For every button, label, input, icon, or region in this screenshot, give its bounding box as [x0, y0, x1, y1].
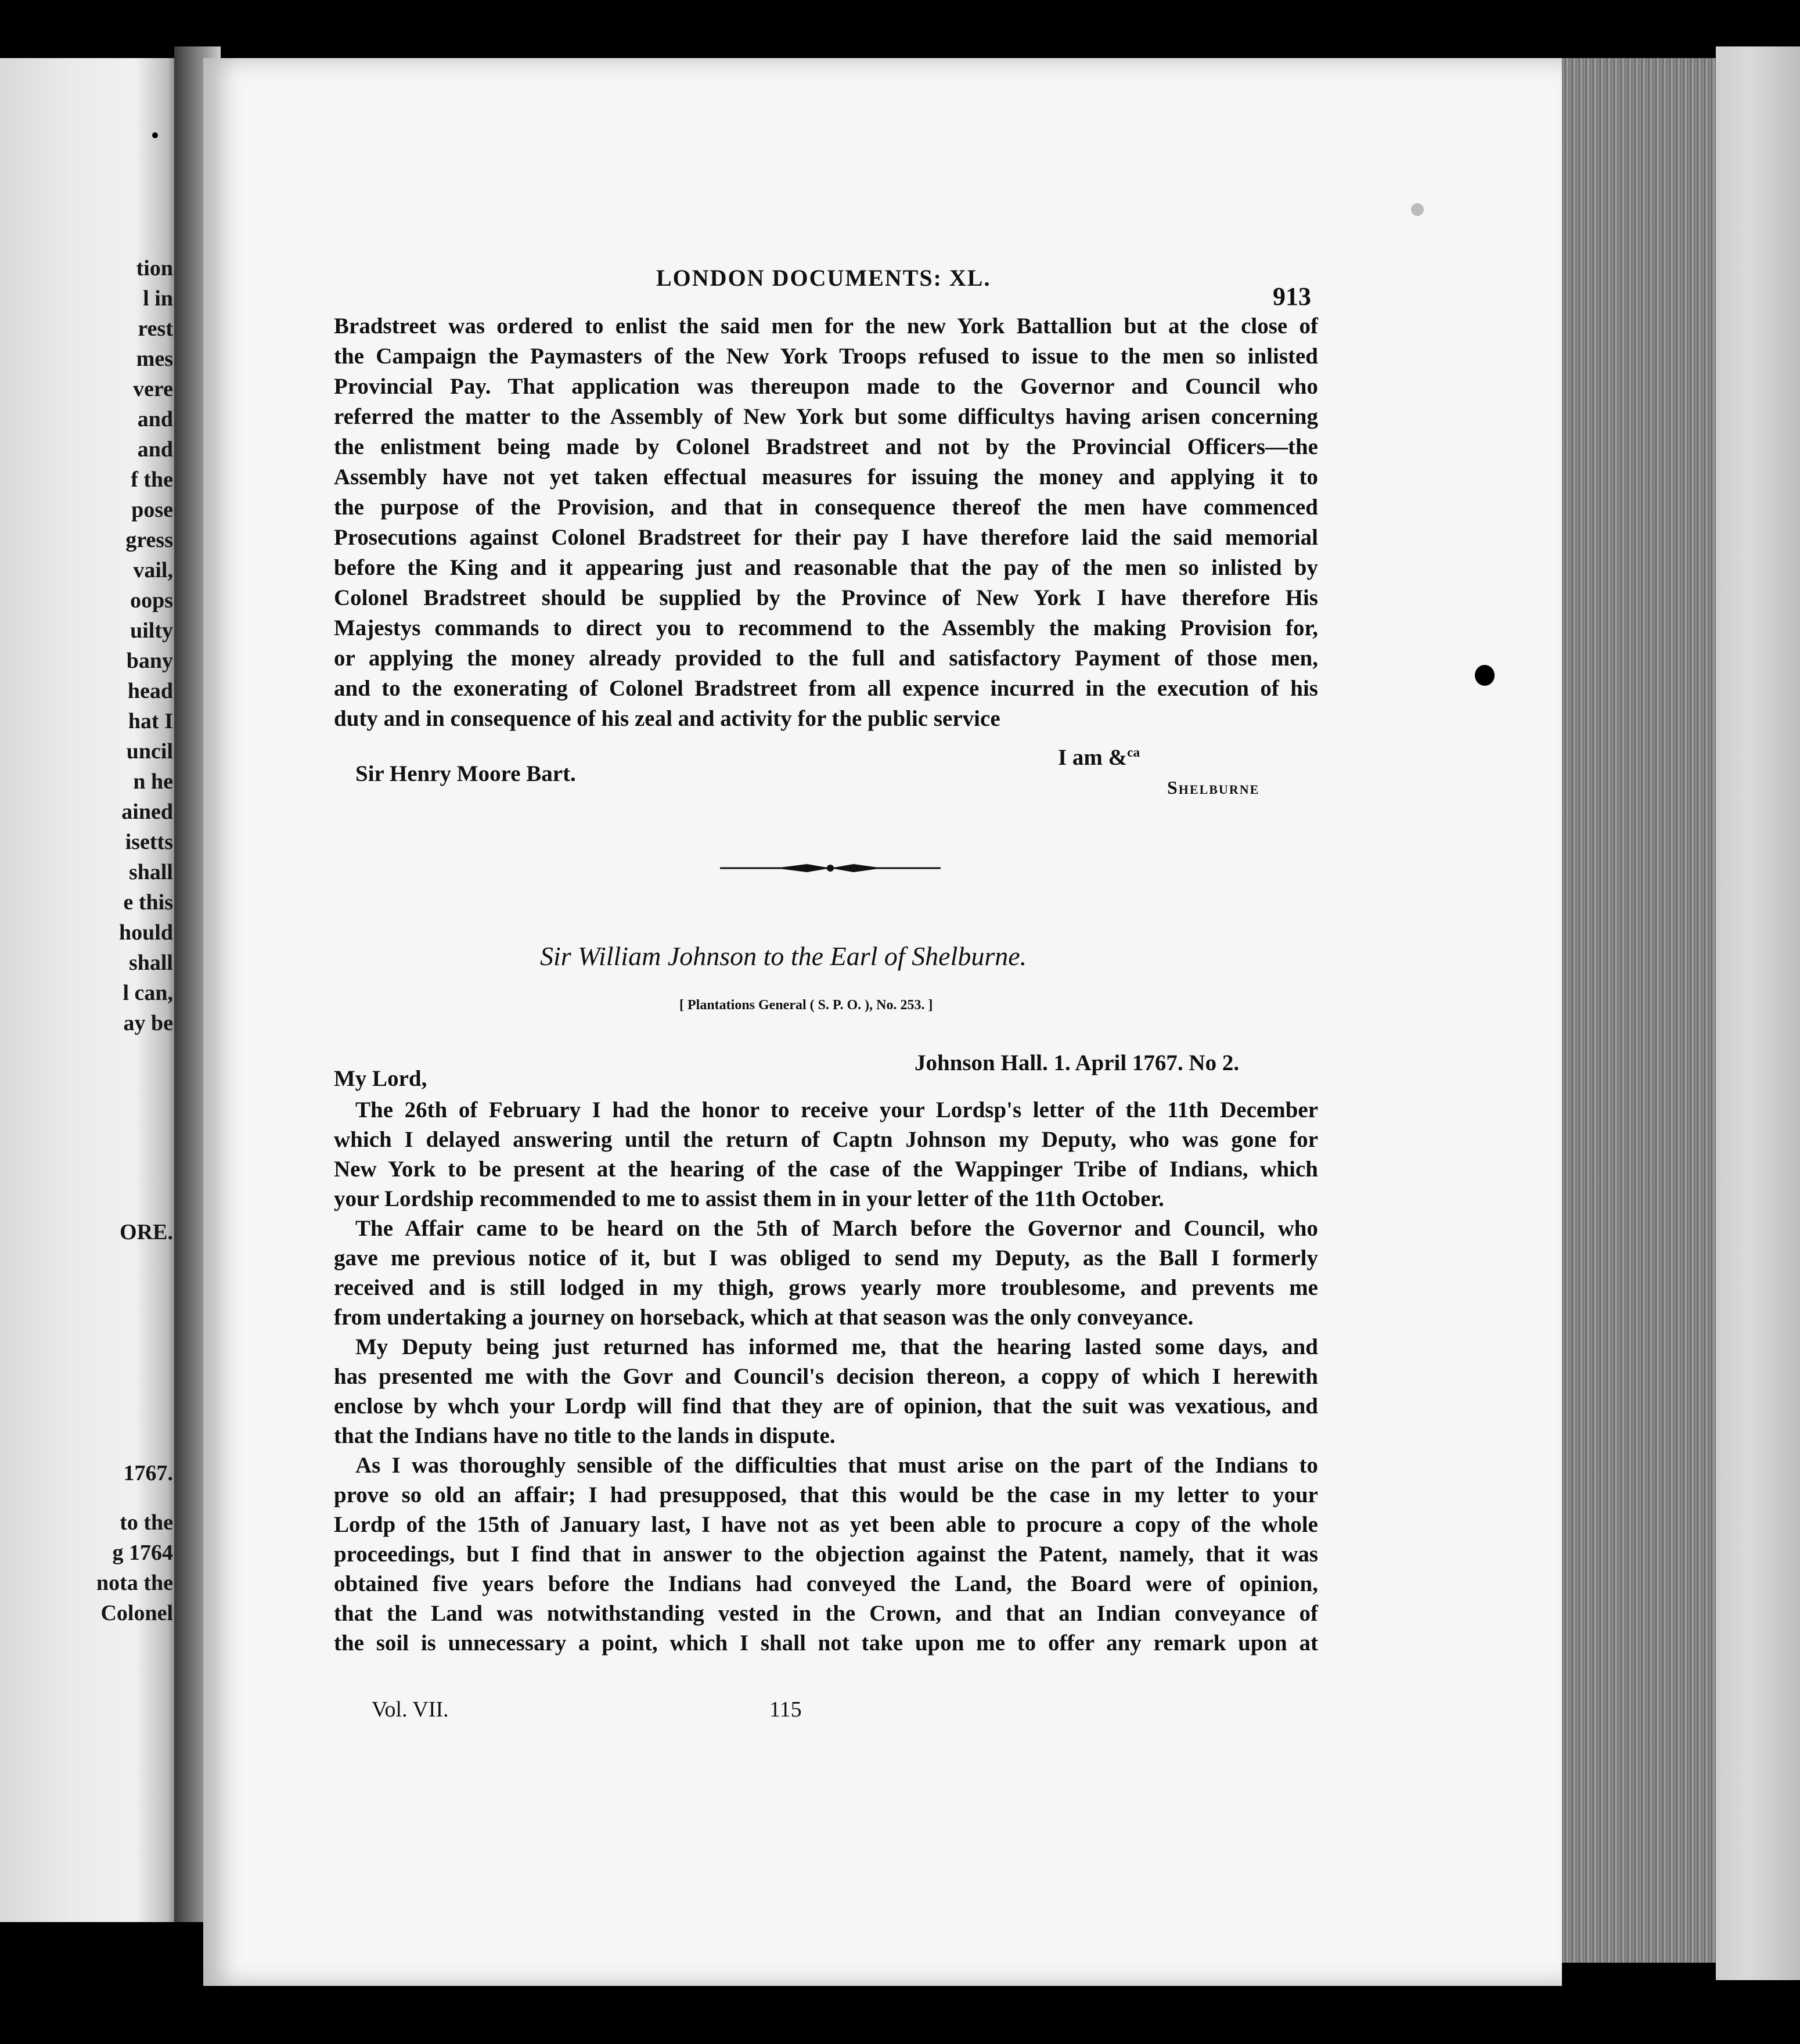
- right-margin-scan: [1716, 46, 1800, 1980]
- left-page-text-fragment: oops: [130, 588, 173, 613]
- left-page-text-fragment: hould: [119, 920, 173, 945]
- letter-body-line: The Affair came to be heard on the 5th of March before the Governor and Council, who: [355, 1216, 1318, 1241]
- letter-body-line: your Lordship recommended to me to assist them in in your letter of the 11th October.: [334, 1186, 1164, 1211]
- left-page-text-fragment: f the: [131, 467, 173, 492]
- left-page-text-fragment: and: [137, 407, 173, 431]
- letter-body-line: The 26th of February I had the honor to receive your Lordsp's letter of the 11th December: [355, 1097, 1318, 1122]
- source-citation: [ Plantations General ( S. P. O. ), No. 253. ]: [679, 998, 933, 1013]
- left-page-text-fragment: head: [127, 679, 173, 703]
- letter-body-line: has presented me with the Govr and Council's decision thereon, a coppy of which I herewith: [334, 1364, 1318, 1389]
- left-page-text-fragment: Colonel: [100, 1601, 173, 1625]
- volume-footer: Vol. VII.: [372, 1697, 449, 1722]
- left-page-text-fragment: shall: [128, 860, 173, 884]
- letter-body-line: Assembly have not yet taken effectual measures for issuing the money and applying it to: [334, 465, 1318, 490]
- letter-body-line: Prosecutions against Colonel Bradstreet for their pay I have therefore laid the said memorial: [334, 525, 1318, 550]
- closing-formula: I am &$^{ca}$: [1058, 745, 1140, 770]
- letter-body-line: As I was thoroughly sensible of the difficulties that must arise on the part of the Indians to: [355, 1453, 1318, 1478]
- letter-body-line: proceedings, but I find that in answer to the objection against the Patent, namely, that it was: [334, 1542, 1318, 1567]
- speck: [152, 132, 158, 138]
- letter-body-line: duty and in consequence of his zeal and activity for the public service: [334, 706, 1000, 731]
- letter-body-line: the purpose of the Provision, and that in consequence thereof the men have commenced: [334, 495, 1318, 520]
- letter-heading: Sir William Johnson to the Earl of Shelburne.: [540, 941, 1027, 971]
- letter-body-line: My Deputy being just returned has informed me, that the hearing lasted some days, and: [355, 1334, 1318, 1359]
- left-page-text-fragment: l in: [143, 286, 173, 311]
- left-page-text-fragment: and: [137, 437, 173, 462]
- letter-body-line: that the Indians have no title to the lands in dispute.: [334, 1423, 836, 1448]
- place-date-line: Johnson Hall. 1. April 1767. No 2.: [915, 1050, 1240, 1075]
- left-page-text-fragment: n he: [133, 769, 173, 794]
- letter-body-line: Bradstreet was ordered to enlist the said men for the new York Battallion but at the close of: [334, 314, 1318, 339]
- left-page-text-fragment: hat I: [128, 709, 173, 733]
- letter-body-line: the enlistment being made by Colonel Bradstreet and not by the Provincial Officers—the: [334, 434, 1318, 459]
- left-page-text-fragment: tion: [136, 256, 173, 280]
- left-page-text-fragment: mes: [136, 347, 173, 371]
- letter-body-line: which I delayed answering until the return of Captn Johnson my Deputy, who was gone for: [334, 1127, 1318, 1152]
- letter-body-line: from undertaking a journey on horseback, which at that season was the only conveyance.: [334, 1305, 1194, 1330]
- letter-body-line: the Campaign the Paymasters of the New York Troops refused to issue to the men so inlisted: [334, 344, 1318, 369]
- page-number: 913: [1273, 282, 1311, 311]
- letter-body-line: gave me previous notice of it, but I was obliged to send my Deputy, as the Ball I formerly: [334, 1246, 1318, 1271]
- left-page-text-fragment: l can,: [123, 981, 173, 1005]
- left-page-fragment: [0, 58, 180, 1922]
- page-edges: [1562, 58, 1719, 1963]
- left-page-text-fragment: nota the: [96, 1571, 173, 1595]
- letter-body-line: and to the exonerating of Colonel Bradstreet from all expence incurred in the execution of his: [334, 676, 1318, 701]
- left-page-text-fragment: g 1764: [112, 1541, 173, 1565]
- left-page-text-fragment: isetts: [125, 830, 173, 854]
- letter-body-line: enclose by whch your Lordp will find that they are of opinion, that the suit was vexatious, and: [334, 1394, 1318, 1419]
- letter-body-line: received and is still lodged in my thigh, grows yearly more troublesome, and prevents me: [334, 1275, 1318, 1300]
- letter-body-line: the soil is unnecessary a point, which I shall not take upon me to offer any remark upon at: [334, 1631, 1318, 1656]
- left-page-text-fragment: uilty: [130, 618, 173, 643]
- letter-body-line: obtained five years before the Indians had conveyed the Land, the Board were of opinion,: [334, 1571, 1318, 1596]
- letter-body-line: before the King and it appearing just and reasonable that the pay of the men so inlisted by: [334, 555, 1318, 580]
- speck: [1411, 203, 1424, 216]
- letter-body-line: referred the matter to the Assembly of New York but some difficultys having arisen concerning: [334, 404, 1318, 429]
- left-page-text-fragment: ained: [121, 800, 173, 824]
- letter-body-line: Majestys commands to direct you to recommend to the Assembly the making Provision for,: [334, 616, 1318, 640]
- addressee: Sir Henry Moore Bart.: [355, 761, 576, 786]
- left-page-text-fragment: vail,: [133, 558, 173, 582]
- running-head: LONDON DOCUMENTS: XL.: [656, 265, 991, 291]
- letter-body-line: Lordp of the 15th of January last, I have not as yet been able to procure a copy of the whole: [334, 1512, 1318, 1537]
- letter-body-line: Colonel Bradstreet should be supplied by the Province of New York I have therefore His: [334, 585, 1318, 610]
- left-page-text-fragment: e this: [123, 890, 173, 915]
- left-page-text-fragment: rest: [138, 316, 173, 341]
- signature: Shelburne: [1167, 777, 1260, 798]
- section-divider-ornament: [720, 861, 941, 875]
- left-page-text-fragment: vere: [133, 377, 173, 401]
- speck: [1475, 665, 1495, 686]
- left-page-text-fragment: to the: [120, 1510, 173, 1535]
- letter-body-line: that the Land was notwithstanding vested in the Crown, and that an Indian conveyance of: [334, 1601, 1318, 1626]
- left-page-text-fragment: 1767.: [123, 1461, 173, 1485]
- letter-body-line: or applying the money already provided to the full and satisfactory Payment of those men,: [334, 646, 1318, 671]
- left-page-text-fragment: shall: [128, 951, 173, 975]
- letter-body-line: prove so old an affair; I had presupposed, that this would be the case in my letter to your: [334, 1482, 1318, 1507]
- left-page-text-fragment: uncil: [126, 739, 173, 764]
- signature-mark: 115: [769, 1697, 802, 1722]
- left-page-text-fragment: ay be: [123, 1011, 173, 1035]
- letter-body-line: Provincial Pay. That application was thereupon made to the Governor and Council who: [334, 374, 1318, 399]
- left-page-text-fragment: bany: [126, 649, 173, 673]
- letter-body-line: New York to be present at the hearing of the case of the Wappinger Tribe of Indians, which: [334, 1157, 1318, 1182]
- left-page-text-fragment: gress: [125, 528, 173, 552]
- left-page-text-fragment: ORE.: [120, 1220, 173, 1244]
- left-page-text-fragment: pose: [131, 498, 173, 522]
- salutation: My Lord,: [334, 1066, 427, 1091]
